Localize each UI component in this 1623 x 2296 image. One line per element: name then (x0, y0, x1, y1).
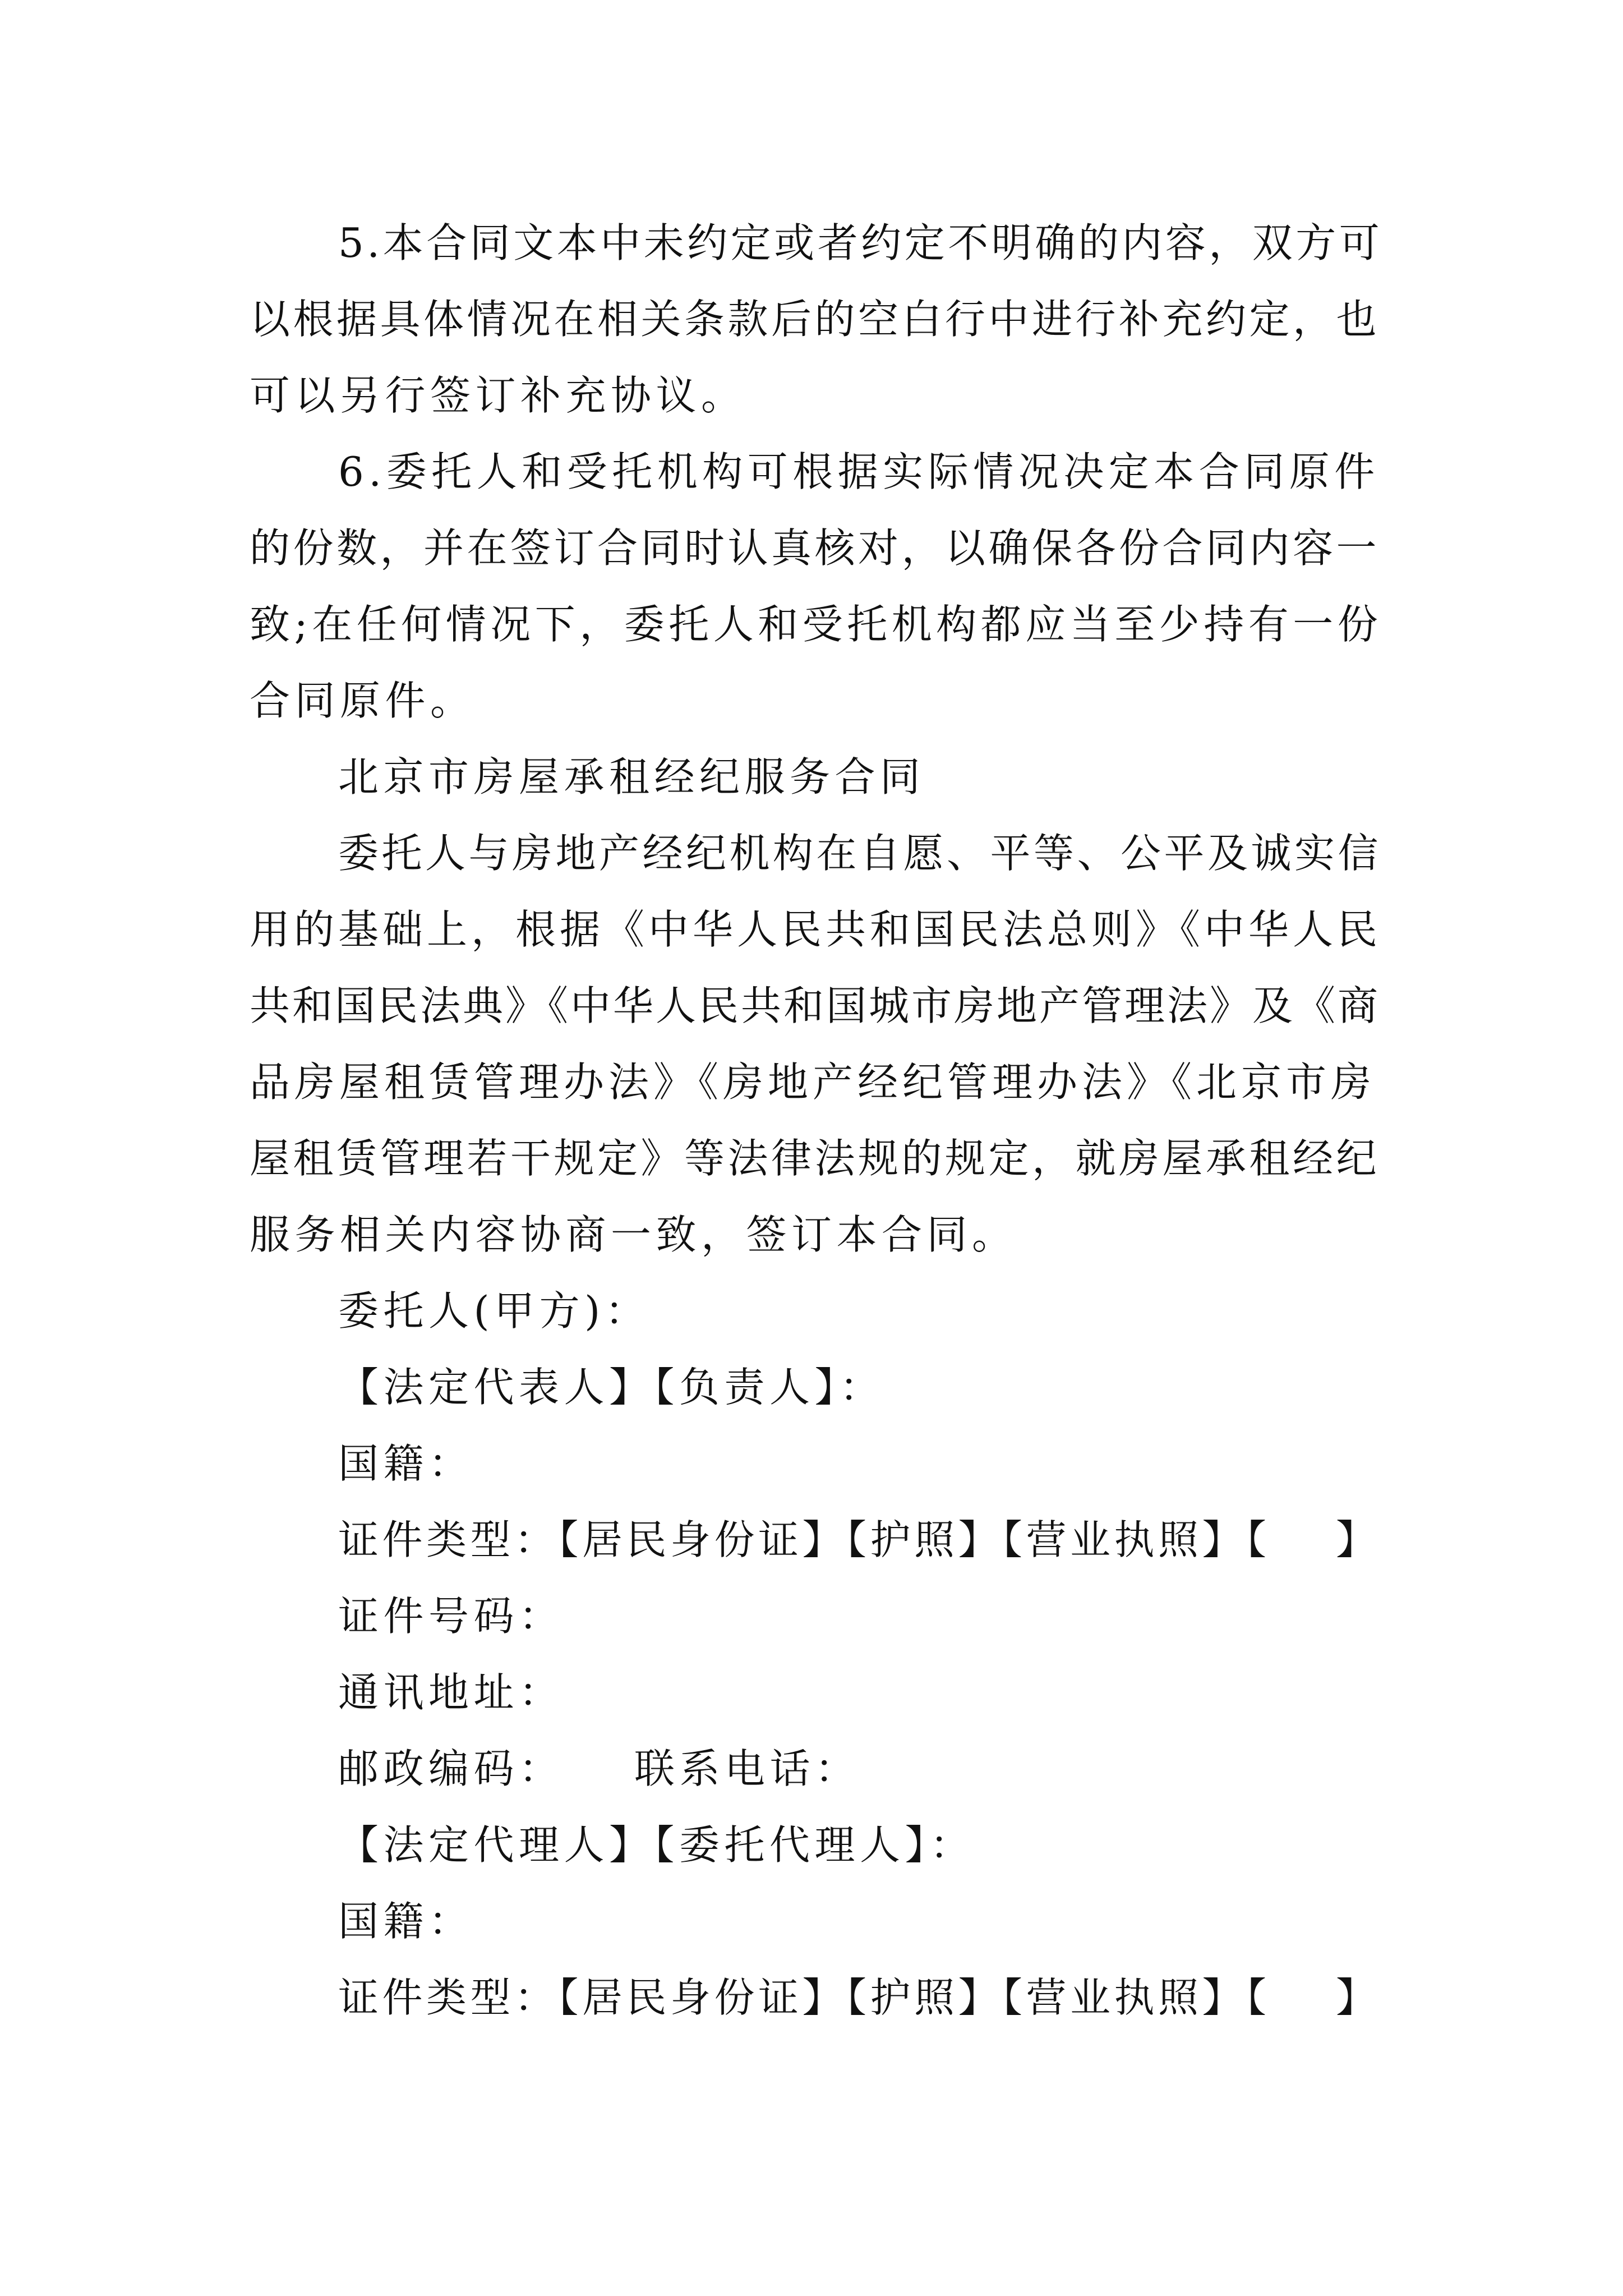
text-line: 的份数，并在签订合同时认真核对，以确保各份合同内容一 (250, 524, 1380, 572)
text-line: 合同原件。 (250, 677, 476, 724)
text-line: 【法定代理人】【委托代理人】： (338, 1821, 975, 1869)
text-line: 共和国民法典》《中华人民共和国城市房地产管理法》及《商 (250, 982, 1381, 1029)
contract-text (250, 205, 1382, 2036)
text-line: 委托人(甲方)： (338, 1287, 651, 1335)
text-line: 证件号码： (338, 1593, 564, 1640)
text-line: 邮政编码： 联系电话： (338, 1745, 860, 1792)
text-line: 通讯地址： (338, 1669, 564, 1716)
text-line: 品房屋租赁管理办法》《房地产经纪管理办法》《北京市房 (250, 1059, 1376, 1106)
text-line: 可以另行签订补充协议。 (250, 372, 746, 419)
text-line: 国籍： (338, 1440, 474, 1487)
text-line: 委托人与房地产经纪机构在自愿、平等、公平及诚实信 (338, 830, 1382, 877)
text-line: 5.本合同文本中未约定或者约定不明确的内容，双方可 (338, 219, 1383, 266)
text-line: 服务相关内容协商一致，签订本合同。 (250, 1211, 1017, 1258)
text-line: 致;在任何情况下，委托人和受托机构都应当至少持有一份 (250, 601, 1382, 648)
text-line: 北京市房屋承租经纪服务合同 (338, 753, 925, 800)
text-line: 以根据具体情况在相关条款后的空白行中进行补充约定，也 (250, 296, 1380, 343)
text-line: 6.委托人和受托机构可根据实际情况决定本合同原件 (338, 448, 1380, 495)
text-line: 国籍： (338, 1898, 474, 1945)
text-line: 证件类型：【居民身份证】【护照】【营业执照】【 】 (338, 1516, 1380, 1563)
text-line: 证件类型：【居民身份证】【护照】【营业执照】【 】 (338, 1974, 1380, 2021)
text-line: 屋租赁管理若干规定》等法律法规的规定，就房屋承租经纪 (250, 1135, 1380, 1182)
text-line: 用的基础上，根据《中华人民共和国民法总则》《中华人民 (250, 906, 1382, 953)
text-line: 【法定代表人】【负责人】： (338, 1364, 885, 1411)
